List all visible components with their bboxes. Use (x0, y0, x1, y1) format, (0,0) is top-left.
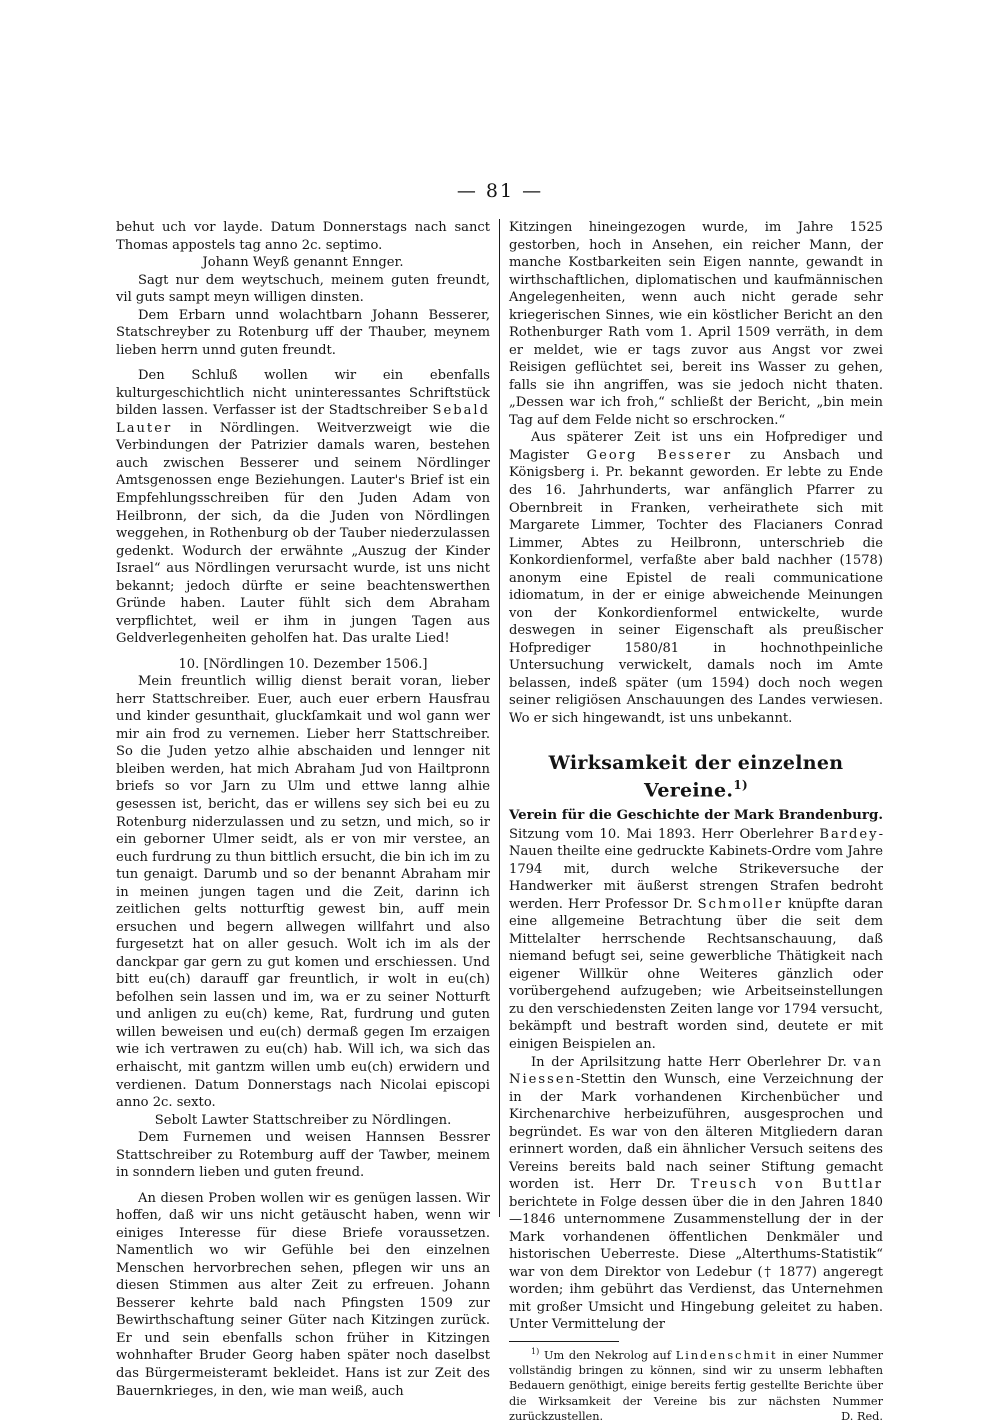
page-number: — 81 — (456, 180, 544, 202)
letter-10-body: Mein freuntlich willig dienst berait voran, lieber herr Stattschreiber. Euer, auch euer erbern Hausfrau und kinder gesunthait, gluckſamkait und wol gann wer mir ain frod zu vernemen. Lieber herr Stattschreiber. So die Juden yetzo alhie abschaiden und lennger nit bleiben werden, hat mich Abraham Jud von Hailtpronn briefs so vor Jarn zu Ulm und ettwe lanng alhie gesessen ist, bericht, das er willens sey sich bei eu zu Rotenburg niderzulassen und zu setzn, und mich, so ir ein geborner Ulmer seidt, als er von mir verstee, an euch furdrung zu thun bittlich ersucht, die bin ich im zu tun genaigt. Darumb und so der benannt Abraham mir in meinen jungen tagen und die Zeit, darinn ich zeitlichen gelts notturftig gewest bin, auff mein ersuchen und begern allwegen willfahrt und also furgesetzt hat on aller gesuch. Wolt ich im als der danckpar gar gern zu gut komen und erschiessen. Und bitt eu(ch) darauff gar freuntlich, ir wolt in eu(ch) befolhen sein lassen und im, wa er zu seiner Notturft und anligen zu eu(ch) keme, Rat, furdrung und guten willen beweisen und eu(ch) dermaß gegen Im erzaigen wie ich vertrawen zu eu(ch) hab. Will ich, wa sich das erhaischt, mit gantzm willen umb eu(ch) erwidern und verdienen. Datum Donnerstags nach Nicolai episcopi anno 2c. sexto. (116, 674, 490, 1111)
letter-9-closing: behut uch vor laydе. Datum Donnerstags nach sanct Thomas appostels tag anno 2c. septimo. (116, 220, 490, 253)
closing-paragraph: An diesen Proben wollen wir es genügen lassen. Wir hoffen, daß wir uns nicht getäuscht haben, wenn wir einiges Interesse für diese Briefe voraussetzen. Namentlich wo wir Gefühle bei den einzelnen Menschen hervorbrechen sehen, pflegen wir uns an diesen Stimmen aus alter Zeit zu erfreuen. Johann Besserer kehrte bald nach Pfingsten 1509 zur Bewirthschaftung seiner Güter nach Kitzingen zurück. Er und sein ebenfalls schon früher in Kitzingen wohnhafter Bruder Georg haben später noch daselbst das Bürgermeisteramt bekleidet. Hans ist zur Zeit des Bauernkrieges, in den, wie man weiß, auch (116, 1190, 490, 1399)
besserer-paragraph: Aus späterer Zeit ist uns ein Hofprediger und Magister Georg Besserer zu Ansbach und Königsberg i. Pr. bekannt geworden. Er lebte zu Ende des 16. Jahrhunderts, war anfänglich Pfarrer zu Obernbreit in Franken, verheirathete sich mit Margarete Limmer, Tochter des Flacianers Conrad Limmer, Abtes zu Heilbronn, unterschrieb die Konkordienformel, verfaßte aber bald nachher (1578) anonym eine Epistel de reali communicatione idiomatum, in der er einige abweichende Meinungen von der Konkordienformel entwickelte, wurde deswegen in seiner Eigenschaft als preußischer Hofprediger 1580/81 in hochnothpeinliche Untersuchung verwickelt, damals noch im Amte belassen, indeß später (um 1594) doch noch wegen seiner religiösen Anschauungen des Landes verwiesen. Wo er sich hingewandt, ist uns unbekannt. (509, 430, 883, 726)
column-divider (499, 219, 500, 1217)
session-report-may: Sitzung vom 10. Mai 1893. Herr Oberlehrer Bardey-Nauen theilte eine gedruckte Kabinets-Ordre vom Jahre 1794 mit, durch welche Strikeversuche der Handwerker mit äußerst strengen Strafen bedroht werden. Herr Professor Dr. Schmoller knüpfte daran eine allgemeine Betrachtung über die seit dem Mittelalter herrschende Rechtsanschauung, daß niemand befugt sei, seine gewerbliche Thätigkeit nach eigener Willkür ohne Weiteres gänzlich oder vorübergehend aufzugeben; wie Arbeitseinstellungen zu den verschiedensten Zeiten lange vor 1794 versucht, bekämpft und bestraft worden sind, deutete er mit einigen Beispielen an. (509, 826, 883, 1052)
right-column (509, 219, 883, 1425)
session-report-april: In der Aprilsitzung hatte Herr Oberlehrer Dr. van Niessen-Stettin den Wunsch, eine Verzeichnung der in der Mark vorhandenen Kirchenbücher und Kirchenarchive herbeizuführen, ausgesprochen und begründet. Es war von den älteren Mitgliedern daran erinnert worden, daß ein ähnlicher Versuch seitens des Vereins bereits bald nach seiner Stiftung gemacht worden ist. Herr Dr. Treusch von Buttlar berichtete in Folge dessen über die in den Jahren 1840—1846 unternommene Zusammenstellung der in der Mark vorhandenen öffentlichen Denkmäler und historischen Ueberreste. Diese „Alterthums-Statistik“ war von dem Direktor von Ledebur († 1877) angeregt worden; ihm gebührt das Verdienst, das Unternehmen mit großer Umsicht und Hingebung geleitet zu haben. Unter Vermittelung der (509, 1054, 884, 1333)
letter-10-signature: Sebolt Lawter Stattschreiber zu Nördlingen. (154, 1112, 452, 1128)
section-heading: Wirksamkeit der einzelnen Vereine.$^{1)}$ (548, 752, 844, 802)
letter-9-signature: Johann Weyß genannt Ennger. (202, 255, 404, 271)
sub-heading: Verein für die Geschichte der Mark Brandenburg. (509, 806, 883, 823)
footnote-reference: 1) (733, 777, 748, 792)
letter-9-address: Dem Erbarn unnd wolachtbarn Johann Besserer, Statschreyber zu Rotenburg uff der Thauber, meynem lieben herrn unnd guten freundt. (116, 307, 490, 358)
left-column (116, 219, 490, 1400)
letter-10-address: Dem Furnemen und weisen Hannsen Bessrer Stattschreiber zu Rotemburg auff der Tawber, meinem in sonndern lieben und guten freund. (116, 1130, 490, 1181)
footnote-rule (509, 1341, 619, 1342)
letter-9-postscript: Sagt nur dem weytschuch, meinem guten freundt, vil guts sampt meyn willigen dinsten. (116, 272, 490, 306)
commentary-paragraph: Den Schluß wollen wir ein ebenfalls kulturgeschichtlich nicht uninteressantes Schriftstück bilden lassen. Verfasser ist der Stadtschreiber Sebald Lauter in Nördlingen. Weitverzweigt wie die Verbindungen der Patrizier damals waren, bestehen auch zwischen Besserer und seinem Nördlinger Amtsgenossen enge Beziehungen. Lauter's Brief ist ein Empfehlungsschreiben für den Juden Adam von Heilbronn, der sich, da die Juden von Nördlingen weggehen, in Rothenburg ob der Tauber niederzulassen gedenkt. Wodurch der erwähnte „Auszug der Kinder Israel“ aus Nördlingen verursacht wurde, ist uns nicht bekannt; jedoch dürfte er seine beachtenswerthen Gründe haben. Lauter fühlt sich dem Abraham verpflichtet, weil er ihm in jungen Tagen aus Geldverlegenheiten geholfen hat. Das uralte Lied! (116, 368, 490, 647)
continuation-paragraph: Kitzingen hineingezogen wurde, im Jahre 1525 gestorben, hoch in Ansehen, ein reicher Mann, der manche Kostbarkeiten sein Eigen nannte, gewandt in wirthschaftlichen, diplomatischen und kaufmännischen Angelegenheiten, wenn auch nicht gerade sehr kriegerischen Sinnes, wie ein köstlicher Bericht an den Rothenburger Rath vom 1. April 1509 verräth, in dem er meldet, wie er tags zuvor aus Angst vor zwei Reisigen geflüchtet sei, bereit ins Wasser zu gehen, falls sie ihn angriffen, was sie jedoch nicht thaten. „Dessen war ich froh,“ schließt der Bericht, „bin mein Tag auf dem Felde nicht so erschrocken.“ (509, 220, 883, 428)
footnote: $^{1)}$ Um den Nekrolog auf Lindenschmit in einer Nummer vollständig bringen zu können, sind wir zu unserm lebhaften Bedauern genöthigt, einige bereits fertig gestellte Berichte über die Wirksamkeit der Vereine bis zur nächsten Nummer zurückzustellen. D. Red. (509, 1347, 883, 1424)
footnote-signature: D. Red. (841, 1410, 883, 1424)
letter-10-heading: 10. [Nördlingen 10. Dezember 1506.] (178, 656, 428, 672)
